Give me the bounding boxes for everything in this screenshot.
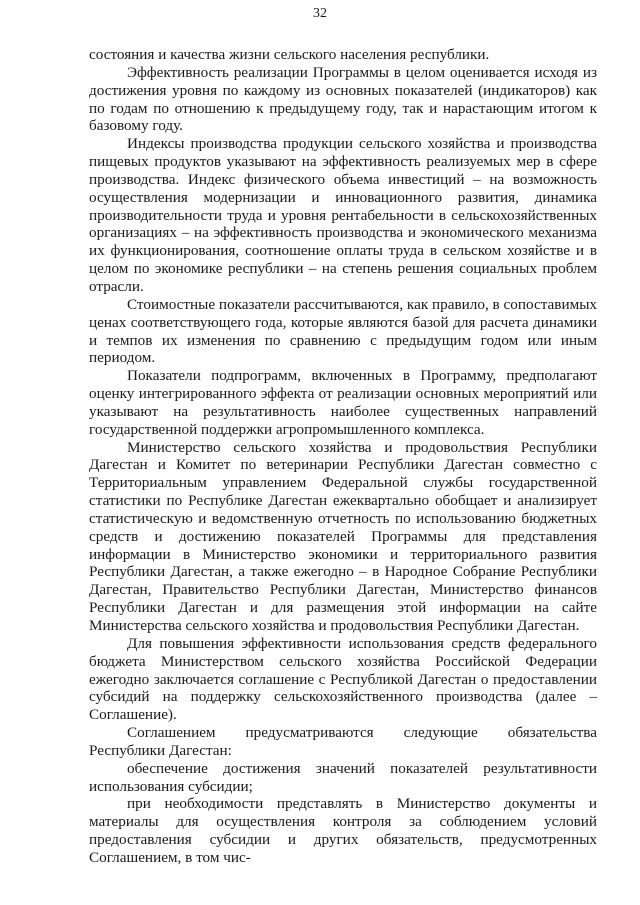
paragraph-ministry-reporting: Министерство сельского хозяйства и продовольствия Республики Дагестан и Комитет по ветеринарии Республики Дагестан совместно с Территориальным управлением Федеральной службы государственной статистики по Республике Дагестан ежеквартально обобщает и анализирует статистическую и ведомственную отчетность по использованию бюджетных средств и достижению показателей Программы для представления информации в Министерство экономики и территориального развития Республики Дагестан, а также ежегодно – в Народное Собрание Республики Дагестан, Правительство Республики Дагестан, Министерство финансов Республики Дагестан и для размещения этой информации на сайте Министерства сельского хозяйства и продовольствия Республики Дагестан. [89,438,597,634]
paragraph-cost-indicators: Стоимостные показатели рассчитываются, как правило, в сопоставимых ценах соответствующего года, которые являются базой для расчета динамики и темпов их изменения по сравнению с предыдущим годом или иным периодом. [89,295,597,367]
paragraph-subprogram-indicators: Показатели подпрограмм, включенных в Программу, предполагают оценку интегрированного эффекта от реализации основных мероприятий или указывают на результативность наиболее существенных направлений государственной поддержки агропромышленного комплекса. [89,367,597,438]
paragraph-federal-budget: Для повышения эффективности использования средств федерального бюджета Министерством сельского хозяйства Российской Федерации ежегодно заключается соглашение с Республикой Дагестан о предоставлении субсидий на поддержку сельскохозяйственного производства (далее – Соглашение). [89,634,597,724]
paragraph-agreement-obligations: Соглашением предусматриваются следующие обязательства Республики Дагестан: [89,724,597,759]
paragraph-obligation-indicators: обеспечение достижения значений показателей результативности использования субсидии; [89,759,597,795]
document-body [89,46,597,867]
page-number: 32 [313,6,327,21]
paragraph-production-indexes: Индексы производства продукции сельского хозяйства и производства пищевых продуктов указывают на эффективность реализуемых мер в сфере производства. Индекс физического объема инвестиций – на возможность осуществления модернизации и инновационного развития, динамика производительности труда и уровня рентабельности в сельскохозяйственных организациях – на эффективность производства и экономического механизма их функционирования, соотношение оплаты труда в сельском хозяйстве и в целом по экономике республики – на степень решения социальных проблем отрасли. [89,135,597,295]
paragraph-program-efficiency: Эффективность реализации Программы в целом оценивается исходя из достижения уровня по каждому из основных показателей (индикаторов) как по годам по отношению к предыдущему году, так и нарастающим итогом к базовому году. [89,63,597,135]
paragraph-continuation: состояния и качества жизни сельского населения республики. [89,46,490,63]
paragraph-obligation-documents: при необходимости представлять в Министерство документы и материалы для осуществления контроля за соблюдением условий предоставления субсидии и других обязательств, предусмотренных Соглашением, в том чис- [89,795,597,866]
